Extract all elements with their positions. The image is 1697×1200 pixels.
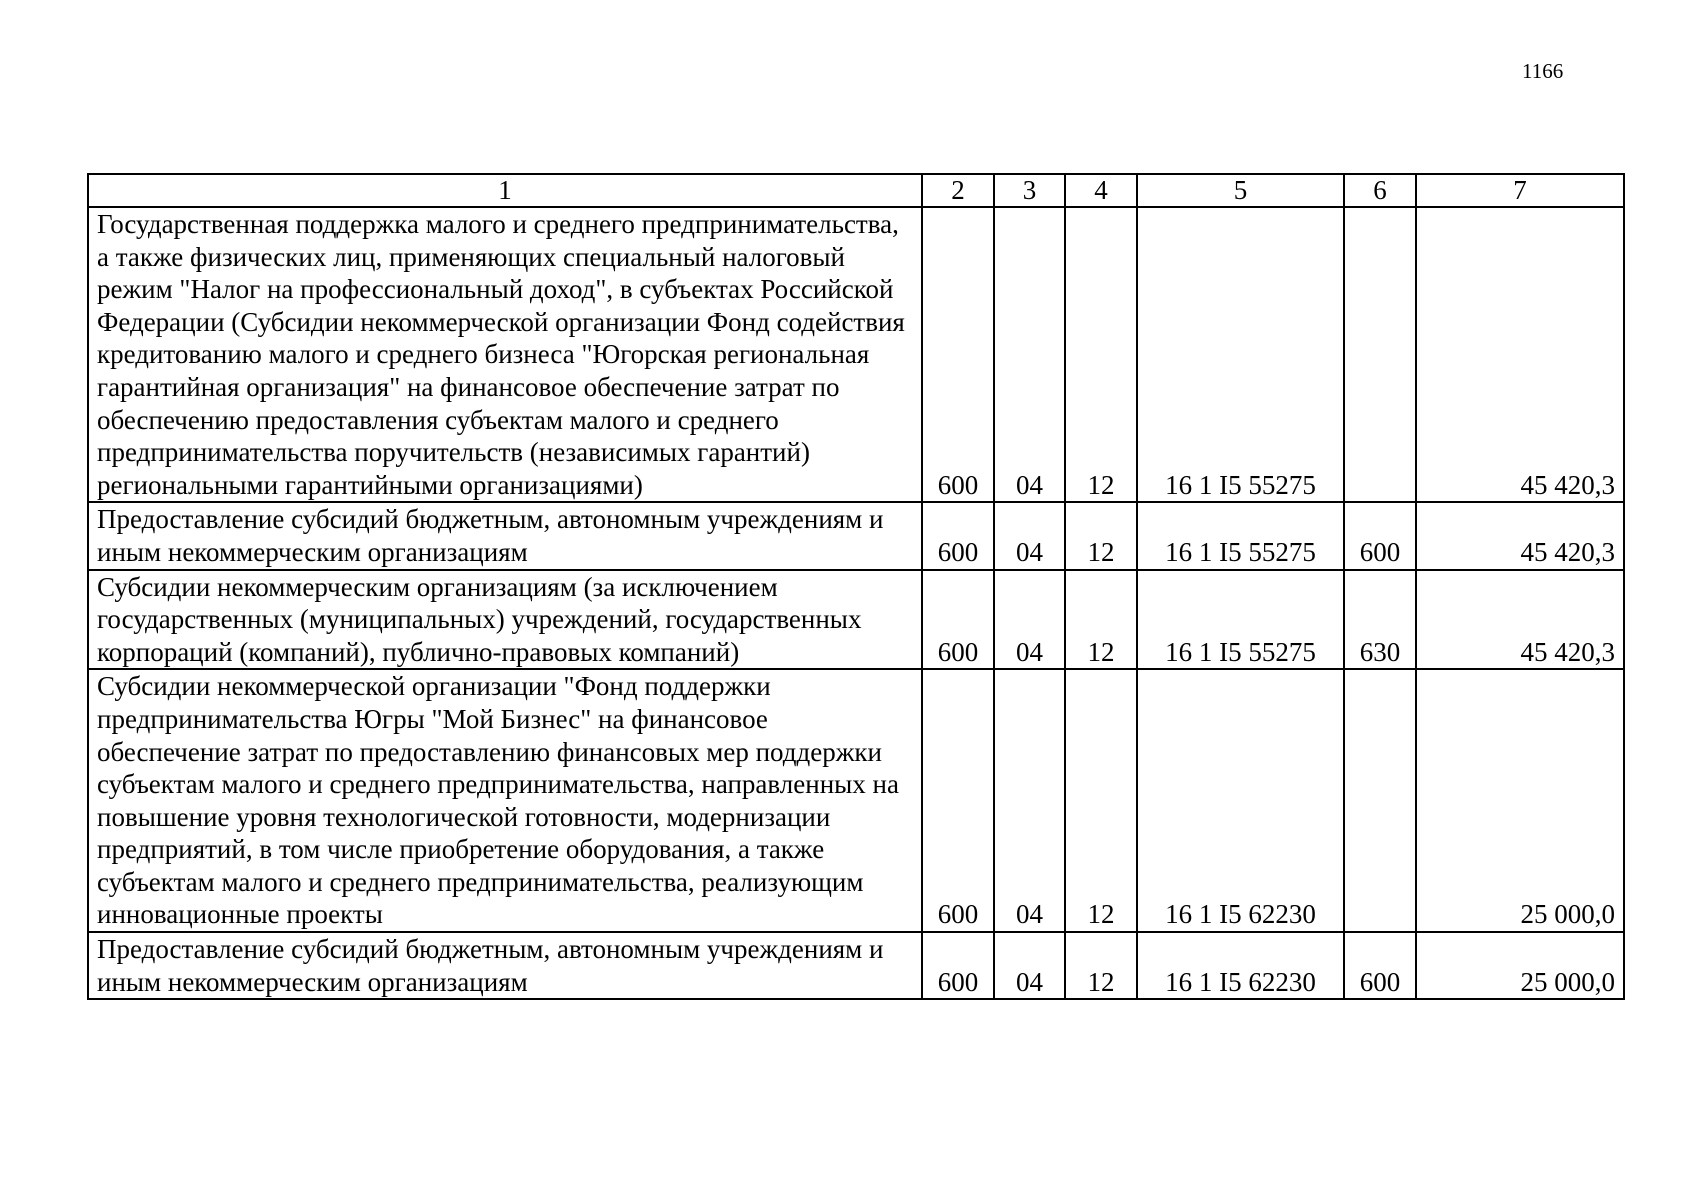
column-header-1: 1 bbox=[88, 174, 922, 207]
row-code-cell: 600 bbox=[922, 570, 994, 670]
table-row bbox=[88, 207, 1624, 502]
column-header-7: 7 bbox=[1416, 174, 1624, 207]
row-section-cell: 04 bbox=[994, 669, 1065, 932]
row-subsection-cell: 12 bbox=[1065, 570, 1137, 670]
table-row bbox=[88, 570, 1624, 670]
row-code-cell: 600 bbox=[922, 207, 994, 502]
row-amount-cell: 25 000,0 bbox=[1416, 932, 1624, 999]
row-code-cell: 600 bbox=[922, 932, 994, 999]
budget-table bbox=[87, 173, 1625, 1000]
column-header-6: 6 bbox=[1344, 174, 1416, 207]
row-amount-cell: 45 420,3 bbox=[1416, 570, 1624, 670]
row-name-cell: Субсидии некоммерческим организациям (за исключением государственных (муниципальных) учреждений, государственных корпораций (компаний), публично-правовых компаний) bbox=[88, 570, 922, 670]
column-header-3: 3 bbox=[994, 174, 1065, 207]
row-section-cell: 04 bbox=[994, 570, 1065, 670]
row-code-cell: 600 bbox=[922, 502, 994, 569]
row-target-article-cell: 16 1 I5 62230 bbox=[1137, 669, 1344, 932]
row-subsection-cell: 12 bbox=[1065, 502, 1137, 569]
row-subsection-cell: 12 bbox=[1065, 207, 1137, 502]
row-amount-cell: 45 420,3 bbox=[1416, 502, 1624, 569]
row-subsection-cell: 12 bbox=[1065, 932, 1137, 999]
row-name-cell: Предоставление субсидий бюджетным, автономным учреждениям и иным некоммерческим организациям bbox=[88, 502, 922, 569]
row-name-cell: Субсидии некоммерческой организации "Фонд поддержки предпринимательства Югры "Мой Бизнес" на финансовое обеспечение затрат по предоставлению финансовых мер поддержки субъектам малого и среднего предпринимательства, направленных на повышение уровня технологической готовности, модернизации предприятий, в том числе приобретение оборудования, а также субъектам малого и среднего предпринимательства, реализующим инновационные проекты bbox=[88, 669, 922, 932]
header-row bbox=[88, 174, 1624, 207]
row-amount-cell: 25 000,0 bbox=[1416, 669, 1624, 932]
table-row bbox=[88, 932, 1624, 999]
column-header-4: 4 bbox=[1065, 174, 1137, 207]
row-expense-type-cell: 600 bbox=[1344, 502, 1416, 569]
row-expense-type-cell bbox=[1344, 669, 1416, 932]
row-section-cell: 04 bbox=[994, 207, 1065, 502]
row-section-cell: 04 bbox=[994, 502, 1065, 569]
row-expense-type-cell bbox=[1344, 207, 1416, 502]
column-header-5: 5 bbox=[1137, 174, 1344, 207]
row-target-article-cell: 16 1 I5 55275 bbox=[1137, 570, 1344, 670]
row-target-article-cell: 16 1 I5 55275 bbox=[1137, 502, 1344, 569]
table-row bbox=[88, 502, 1624, 569]
row-section-cell: 04 bbox=[994, 932, 1065, 999]
row-name-cell: Предоставление субсидий бюджетным, автономным учреждениям и иным некоммерческим организациям bbox=[88, 932, 922, 999]
row-amount-cell: 45 420,3 bbox=[1416, 207, 1624, 502]
row-code-cell: 600 bbox=[922, 669, 994, 932]
row-name-cell: Государственная поддержка малого и среднего предпринимательства, а также физических лиц, применяющих специальный налоговый режим "Налог на профессиональный доход", в субъектах Российской Федерации (Субсидии некоммерческой организации Фонд содействия кредитованию малого и среднего бизнеса "Югорская региональная гарантийная организация" на финансовое обеспечение затрат по обеспечению предоставления субъектам малого и среднего предпринимательства поручительств (независимых гарантий) региональными гарантийными организациями) bbox=[88, 207, 922, 502]
row-expense-type-cell: 630 bbox=[1344, 570, 1416, 670]
row-target-article-cell: 16 1 I5 62230 bbox=[1137, 932, 1344, 999]
table-row bbox=[88, 669, 1624, 932]
row-subsection-cell: 12 bbox=[1065, 669, 1137, 932]
row-expense-type-cell: 600 bbox=[1344, 932, 1416, 999]
row-target-article-cell: 16 1 I5 55275 bbox=[1137, 207, 1344, 502]
page-number: 1166 bbox=[1522, 59, 1564, 83]
column-header-2: 2 bbox=[922, 174, 994, 207]
